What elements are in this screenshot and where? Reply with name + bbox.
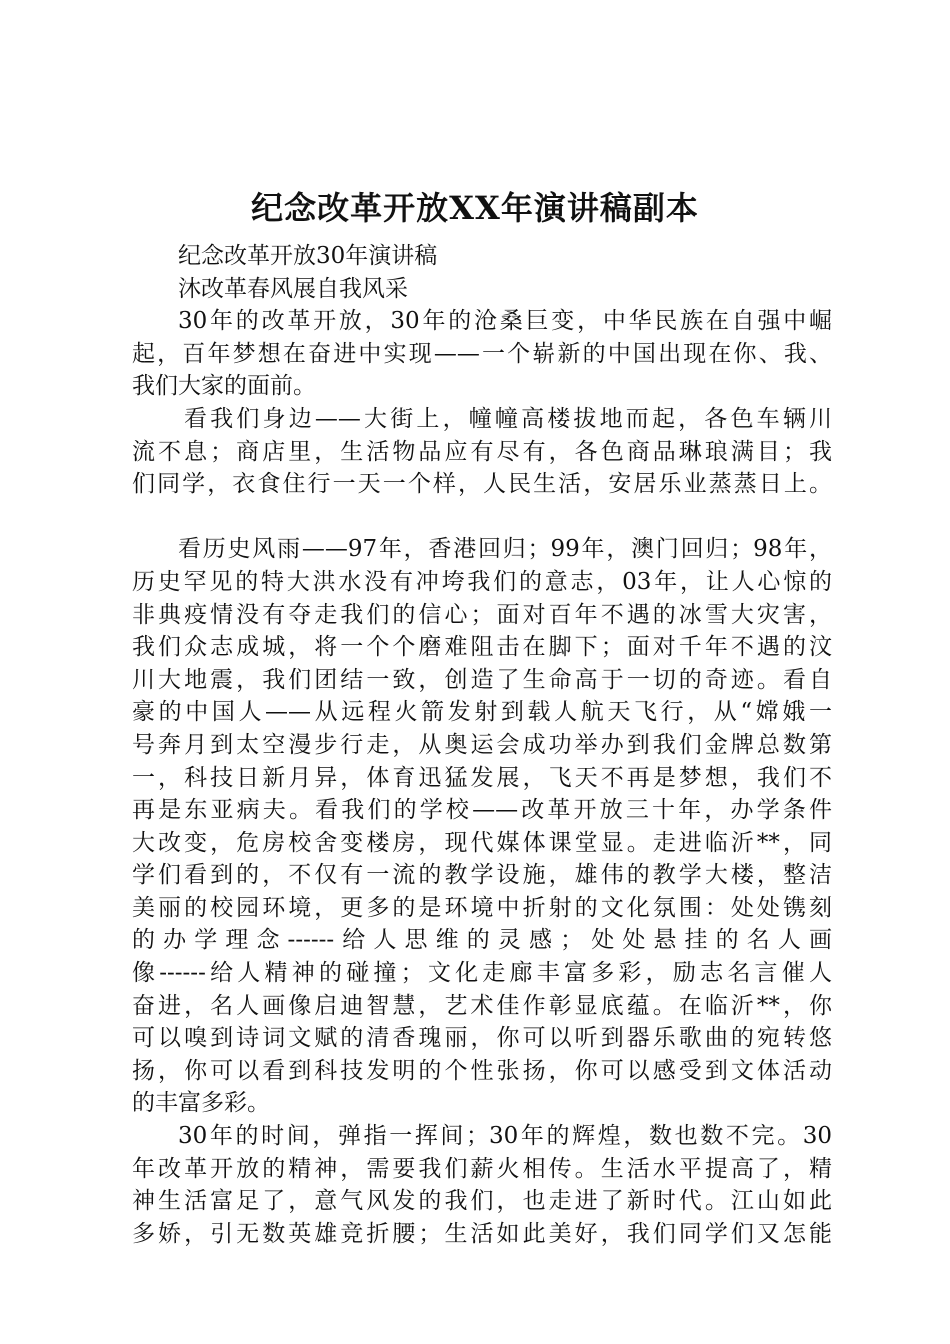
paragraph-line: 奋进，名人画像启迪智慧，艺术佳作彰显底蕴。在临沂**，你 (132, 992, 832, 1019)
paragraph-line: 神生活富足了，意气风发的我们，也走进了新时代。江山如此 (132, 1188, 832, 1215)
paragraph-line: 学们看到的，不仅有一流的教学设施，雄伟的教学大楼，整洁 (132, 862, 832, 889)
paragraph-line: 的丰富多彩。 (132, 1090, 270, 1117)
paragraph-line: 号奔月到太空漫步行走，从奥运会成功举办到我们金牌总数第 (132, 731, 832, 758)
paragraph-gap (132, 501, 832, 534)
paragraph-line: 像------给人精神的碰撞；文化走廊丰富多彩，励志名言催人 (132, 960, 832, 987)
paragraph-line: 历史罕见的特大洪水没有冲垮我们的意志，03年，让人心惊的 (132, 568, 832, 595)
paragraph-line: 美丽的校园环境，更多的是环境中折射的文化氛围：处处镌刻 (132, 894, 832, 921)
paragraph-line: 我们众志成城，将一个个磨难阻击在脚下；面对千年不遇的汶 (132, 634, 832, 661)
paragraph-line: 看历史风雨——97年，香港回归；99年，澳门回归；98年， (178, 536, 832, 563)
paragraph-line: 起，百年梦想在奋进中实现——一个崭新的中国出现在你、我、 (132, 340, 832, 367)
paragraph-line: 川大地震，我们团结一致，创造了生命高于一切的奇迹。看自 (132, 666, 832, 693)
paragraph-line: 30年的改革开放，30年的沧桑巨变，中华民族在自强中崛 (178, 308, 832, 335)
paragraph-line: 流不息；商店里，生活物品应有尽有，各色商品琳琅满目；我 (132, 438, 832, 465)
paragraph-line: 年改革开放的精神，需要我们薪火相传。生活水平提高了，精 (132, 1155, 832, 1182)
paragraph-line: 的办学理念------给人思维的灵感；处处悬挂的名人画 (132, 927, 832, 954)
paragraph-line: 大改变，危房校舍变楼房，现代媒体课堂显。走进临沂**，同 (132, 829, 832, 856)
paragraph-line: 扬，你可以看到科技发明的个性张扬，你可以感受到文体活动 (132, 1057, 832, 1084)
paragraph-line: 一，科技日新月异，体育迅猛发展，飞天不再是梦想，我们不 (132, 764, 832, 791)
subtitle-line: 纪念改革开放30年演讲稿 (178, 243, 438, 269)
subtitle-line: 沐改革春风展自我风采 (178, 275, 408, 302)
paragraph-line: 非典疫情没有夺走我们的信心；面对百年不遇的冰雪大灾害， (132, 601, 832, 628)
paragraph-line: 我们大家的面前。 (132, 373, 316, 400)
paragraph-line: 可以嗅到诗词文赋的清香瑰丽，你可以听到器乐歌曲的宛转悠 (132, 1025, 832, 1052)
paragraph-line: 30年的时间，弹指一挥间；30年的辉煌，数也数不完。30 (178, 1123, 832, 1150)
document-body (132, 240, 832, 1250)
paragraph-line: 看我们身边——大街上，幢幢高楼拔地而起，各色车辆川 (184, 405, 832, 432)
paragraph-line: 豪的中国人——从远程火箭发射到载人航天飞行，从“嫦娥一 (132, 699, 832, 726)
document-title: 纪念改革开放XX年演讲稿副本 (251, 189, 699, 227)
paragraph-line: 再是东亚病夫。看我们的学校——改革开放三十年，办学条件 (132, 797, 832, 824)
paragraph-line: 多娇，引无数英雄竞折腰；生活如此美好，我们同学们又怎能 (132, 1220, 832, 1247)
paragraph-line: 们同学，衣食住行一天一个样，人民生活，安居乐业蒸蒸日上。 (132, 471, 832, 498)
